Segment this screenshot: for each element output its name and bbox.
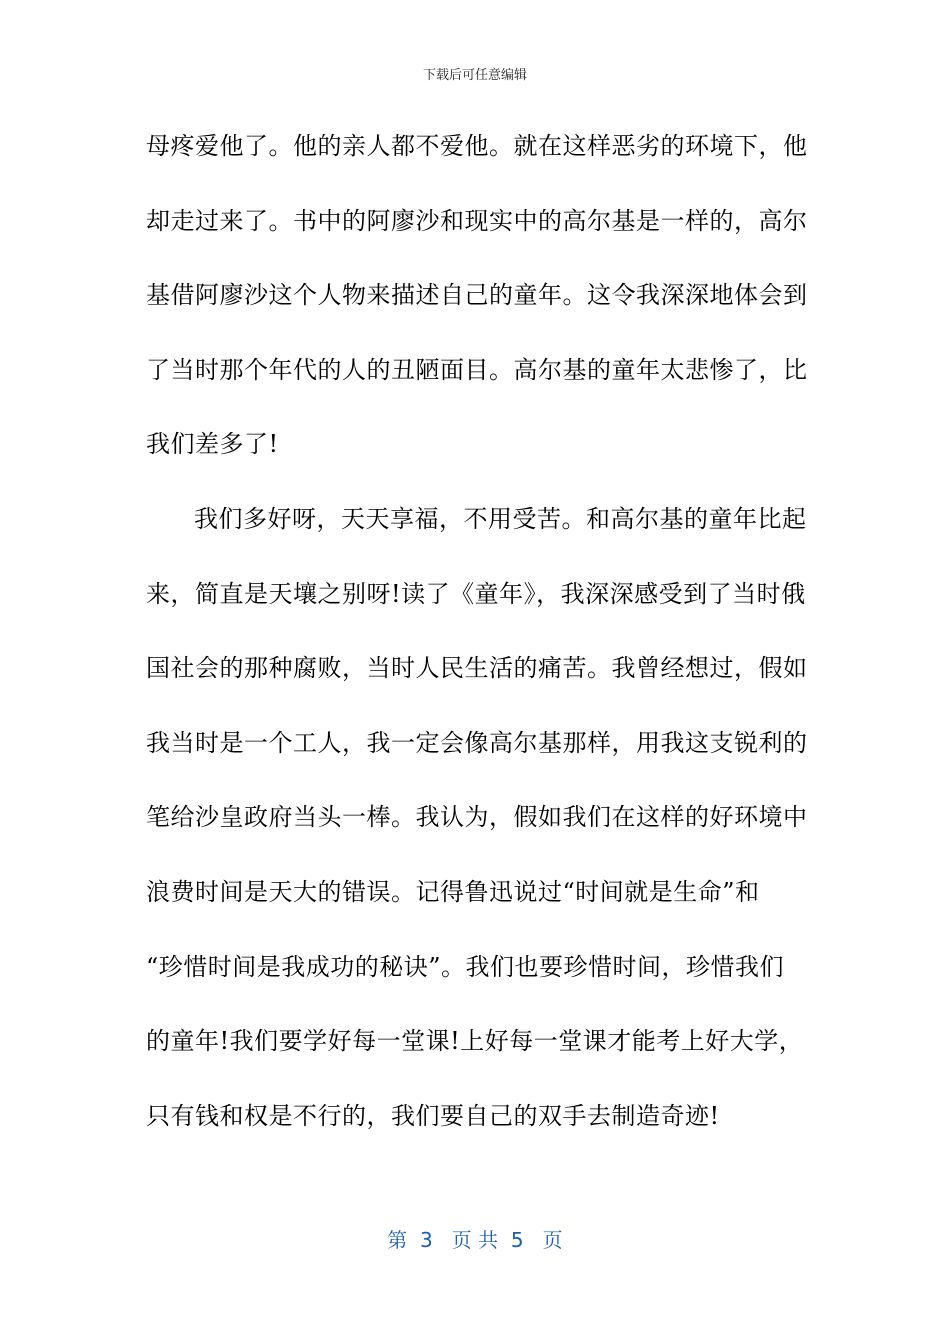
page-number-footer: 第 3 页 共 5 页 xyxy=(387,1228,563,1252)
paragraph-start-line: 我们多好呀，天天享福，不用受苦。和高尔基的童年比起 xyxy=(194,504,807,533)
text-line: 我们差多了! xyxy=(146,430,279,459)
text-line: 却走过来了。书中的阿廖沙和现实中的高尔基是一样的，高尔 xyxy=(146,206,808,235)
text-line: 国社会的那种腐败，当时人民生活的痛苦。我曾经想过，假如 xyxy=(146,654,808,683)
text-line: 来，简直是天壤之别呀!读了《童年》，我深深感受到了当时俄 xyxy=(146,579,806,608)
page-header: 下载后可任意编辑 xyxy=(422,68,527,83)
text-line: 笔给沙皇政府当头一棒。我认为，假如我们在这样的好环境中 xyxy=(146,803,808,832)
text-line: “珍惜时间是我成功的秘诀”。我们也要珍惜时间，珍惜我们 xyxy=(146,952,785,981)
text-line: 基借阿廖沙这个人物来描述自己的童年。这令我深深地体会到 xyxy=(146,281,808,310)
text-line: 我当时是一个工人，我一定会像高尔基那样，用我这支锐利的 xyxy=(146,728,808,757)
text-line: 浪费时间是天大的错误。记得鲁迅说过“时间就是生命”和 xyxy=(146,877,760,906)
text-line: 只有钱和权是不行的，我们要自己的双手去制造奇迹! xyxy=(146,1101,720,1130)
text-line: 的童年!我们要学好每一堂课!上好每一堂课才能考上好大学， xyxy=(146,1027,804,1056)
document-body xyxy=(146,124,806,1168)
text-line: 了当时那个年代的人的丑陋面目。高尔基的童年太悲惨了，比 xyxy=(146,355,808,384)
text-line: 母疼爱他了。他的亲人都不爱他。就在这样恶劣的环境下，他 xyxy=(146,132,808,160)
